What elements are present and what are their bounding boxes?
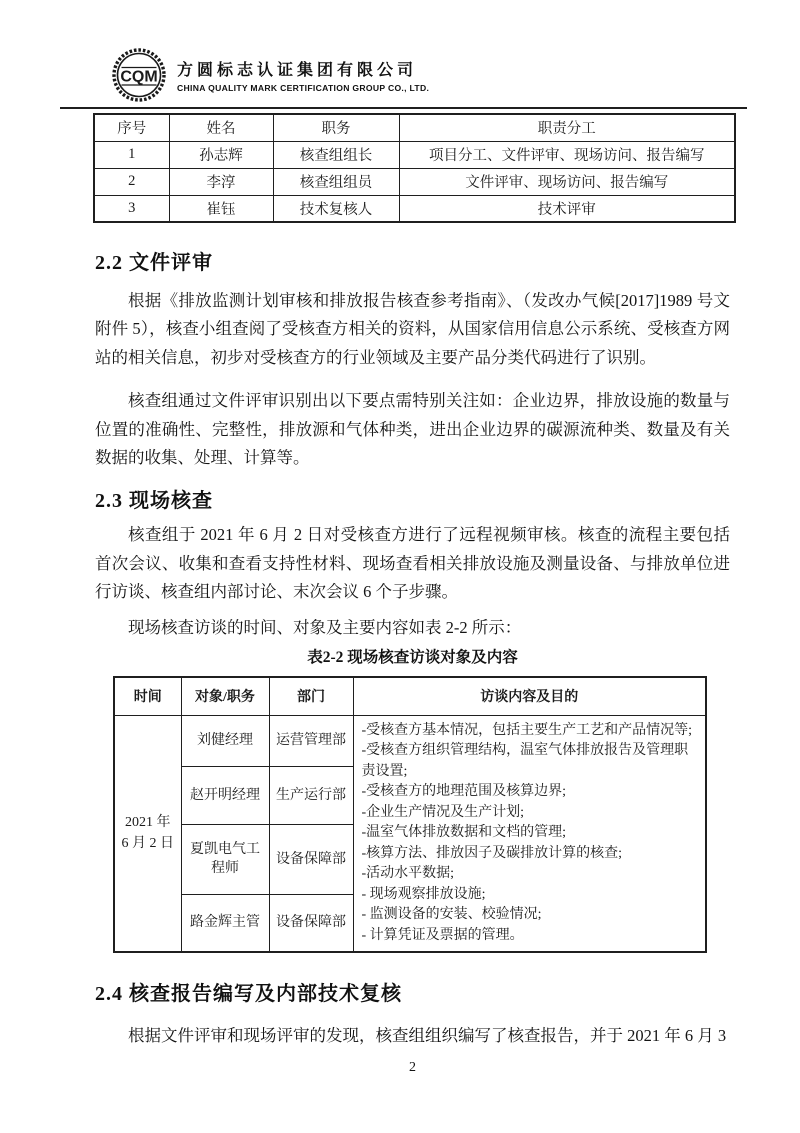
interview-content-line: -受核查方的地理范围及核算边界; — [361, 784, 567, 800]
page-number: 2 — [409, 1060, 416, 1076]
col-header-duties: 职责分工 — [399, 114, 735, 141]
cell-duties: 项目分工、文件评审、现场访问、报告编写 — [399, 141, 735, 168]
cell-interview-content — [353, 715, 706, 952]
cqm-logo — [110, 46, 168, 104]
cell-department: 生产运行部 — [269, 767, 353, 825]
col-header-department: 部门 — [269, 677, 353, 715]
table-row — [114, 715, 706, 767]
col-header-time: 时间 — [114, 677, 181, 715]
header-divider — [60, 107, 747, 109]
cell-name: 孙志辉 — [169, 141, 273, 168]
company-name-en: CHINA QUALITY MARK CERTIFICATION GROUP CO., LTD. — [177, 83, 430, 93]
cell-name: 崔钰 — [169, 195, 273, 222]
interview-content-line: -企业生产情况及生产计划; — [361, 804, 525, 820]
interview-table — [113, 676, 707, 953]
cell-name: 李淳 — [169, 168, 273, 195]
col-header-name: 姓名 — [169, 114, 273, 141]
col-header-role: 职务 — [273, 114, 399, 141]
interview-content-line: -温室气体排放数据和文档的管理; — [361, 825, 567, 841]
team-table-header-row — [94, 114, 735, 141]
cell-person: 赵开明经理 — [181, 767, 269, 825]
section-2-4-paragraph-1: 根据文件评审和现场评审的发现，核查组组织编写了核查报告，并于 2021 年 6 月 3 — [128, 1026, 727, 1046]
interview-content-line: -核算方法、排放因子及碳排放计算的核查; — [361, 845, 623, 861]
company-name-cn: 方圆标志认证集团有限公司 — [177, 62, 418, 79]
interview-content-line: -受核查方组织管理结构，温室气体排放报告及管理职责设置; — [361, 743, 689, 779]
cell-duties: 文件评审、现场访问、报告编写 — [399, 168, 735, 195]
interview-content-line: - 监测设备的安装、校验情况; — [361, 907, 542, 923]
cell-no: 2 — [94, 168, 169, 195]
interview-date-line1: 2021 年 — [125, 815, 171, 831]
section-2-4-title: 2.4 核查报告编写及内部技术复核 — [95, 983, 402, 1006]
cell-interview-date — [114, 715, 181, 952]
section-2-2-title: 2.2 文件评审 — [95, 252, 213, 274]
section-2-2-paragraph-2: 核查组通过文件评审识别出以下要点需特别关注如：企业边界，排放设施的数量与位置的准确性、完整性，排放源和气体种类，进出企业边界的碳源流种类、数量及有关数据的收集、处理、计算等。 — [95, 391, 730, 468]
table-row — [94, 141, 735, 168]
company-header — [110, 0, 730, 104]
cell-person: 刘健经理 — [181, 715, 269, 767]
cell-person: 夏凯电气工程师 — [181, 824, 269, 894]
col-header-no: 序号 — [94, 114, 169, 141]
section-2-3-paragraph-1: 核查组于 2021 年 6 月 2 日对受核查方进行了远程视频审核。核查的流程主要包括首次会议、收集和查看支持性材料、现场查看相关排放设施及测量设备、与排放单位进行访谈、核查组内部讨论、末次会议 6 个子步骤。 — [95, 525, 730, 602]
cell-no: 1 — [94, 141, 169, 168]
cell-department: 设备保障部 — [269, 894, 353, 952]
cell-role: 核查组组长 — [273, 141, 399, 168]
company-names — [177, 57, 429, 93]
interview-date-line2: 6 月 2 日 — [121, 836, 174, 852]
table-row — [94, 168, 735, 195]
cell-department: 运营管理部 — [269, 715, 353, 767]
table-row — [94, 195, 735, 222]
team-table — [93, 113, 736, 223]
cell-role: 核查组组员 — [273, 168, 399, 195]
cell-role: 技术复核人 — [273, 195, 399, 222]
col-header-content: 访谈内容及目的 — [353, 677, 706, 715]
interview-content-line: - 现场观察排放设施; — [361, 886, 486, 902]
interview-table-header-row — [114, 677, 706, 715]
interview-content-line: -受核查方基本情况，包括主要生产工艺和产品情况等; — [361, 722, 693, 738]
interview-content-line: -活动水平数据; — [361, 866, 455, 882]
cell-duties: 技术评审 — [399, 195, 735, 222]
interview-content-line: - 计算凭证及票据的管理。 — [361, 927, 524, 943]
cell-person: 路金辉主管 — [181, 894, 269, 952]
col-header-interviewee: 对象/职务 — [181, 677, 269, 715]
cell-no: 3 — [94, 195, 169, 222]
section-2-3-paragraph-2: 现场核查访谈的时间、对象及主要内容如表 2-2 所示： — [128, 617, 522, 637]
table-2-2-caption: 表2-2 现场核查访谈对象及内容 — [307, 649, 518, 667]
cell-department: 设备保障部 — [269, 824, 353, 894]
section-2-3-title: 2.3 现场核查 — [95, 490, 213, 513]
logo-text: CQM — [120, 68, 158, 86]
section-2-2-paragraph-1: 根据《排放监测计划审核和排放报告核查参考指南》、（发改办气候[2017]1989 号文附件 5），核查小组查阅了受核查方相关的资料，从国家信用信息公示系统、受核查方网站的相关信息，初步对受核查方的行业领域及主要产品分类代码进行了识别。 — [95, 291, 730, 367]
